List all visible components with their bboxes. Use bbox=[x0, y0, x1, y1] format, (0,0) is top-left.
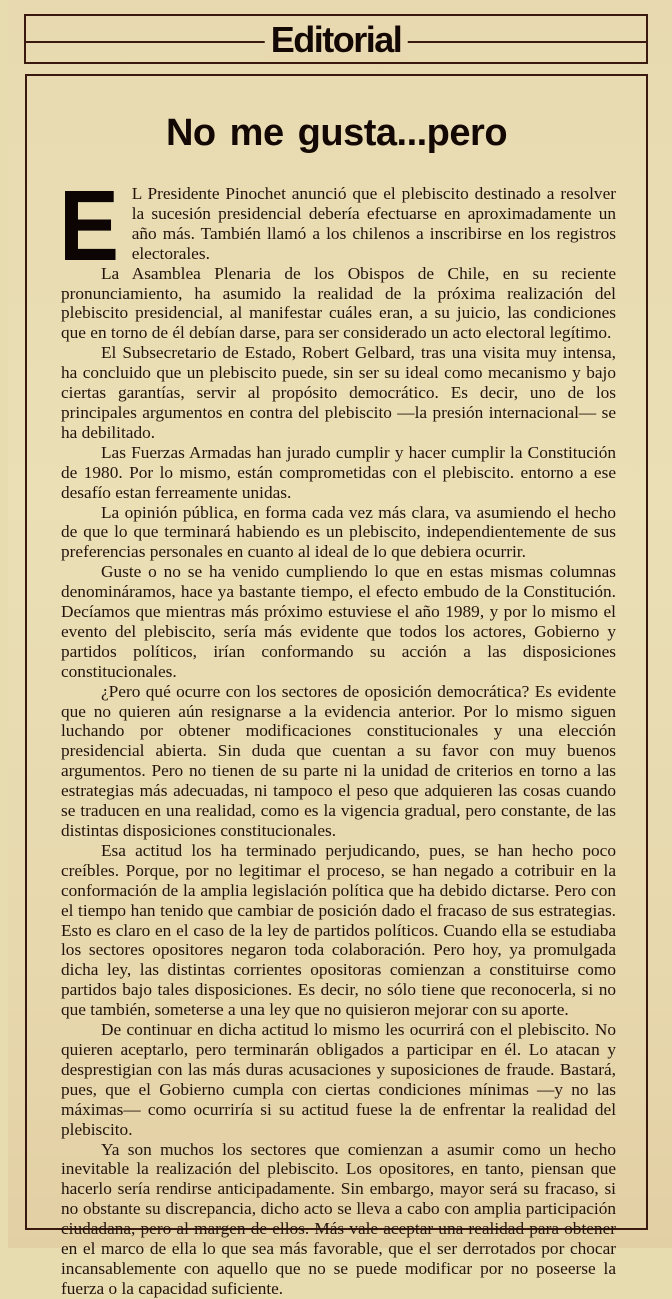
paragraph: Las Fuerzas Armadas han jurado cumplir y hacer cumplir la Constitución de 1980. Por lo mismo, están comprometidas con el plebiscito. entorno a ese desafío estan ferreamente unidas. bbox=[61, 442, 616, 502]
section-header bbox=[24, 14, 648, 64]
paragraph: El Subsecretario de Estado, Robert Gelbard, tras una visita muy intensa, ha concluido que un plebiscito puede, sin ser su ideal como mecanismo y bajo ciertas garantías, servir al propósito democrático. Es decir, uno de los principales argumentos en contra del plebiscito —la presión internacional— se ha debilitado. bbox=[61, 343, 616, 442]
article-body bbox=[59, 170, 616, 1299]
article-frame bbox=[25, 74, 648, 1298]
drop-cap: E bbox=[59, 170, 120, 282]
paragraph: Esa actitud los ha terminado perjudicando, pues, se han hecho poco creíbles. Porque, por no legitimar el proceso, se han negado a cotribuir en la conformación de la amplia legislación política que ha debido dictarse. Pero con el tiempo han tenido que cambiar de posición dado el fracaso de sus estrategias. Esto es claro en el caso de la ley de partidos políticos. Cuando ella se estudiaba los sectores opositores negaron toda colaboración. Pero hoy, ya promulgada dicha ley, las distintas corrientes opositoras comienzan a constituirse como partidos bajo tales disposiciones. Es decir, no sólo tiene que reconocerla, si no que también, someterse a una ley que no quisieron mejorar con su aporte. bbox=[61, 840, 616, 1020]
paragraph: Ya son muchos los sectores que comienzan a asumir como un hecho inevitable la realización del plebiscito. Los opositores, en tanto, piensan que hacerlo sería rendirse anticipadamente. Sin embargo, mayor será su fracaso, si no obstante su discrepancia, dicho acto se lleva a cabo con amplia participación ciudadana, pero al margen de ellos. Más vale aceptar una realidad para obtener en el marco de ella lo que sea más favorable, que el ser derrotados por chocar incansablemente con aquello que no se puede modificar por no poseerse la fuerza o la capacidad suficiente. bbox=[61, 1139, 616, 1298]
paragraph: ¿Pero qué ocurre con los sectores de oposición democrática? Es evidente que no quieren aún resignarse a la evidencia anterior. Por lo mismo siguen luchando por obtener modificaciones constitucionales y una elección presidencial abierta. Sin duda que cuentan a su favor con muy buenos argumentos. Pero no tienen de su parte ni la unidad de criterios en torno a las estrategias más adecuadas, ni tampoco el peso que adquieren las cosas cuando se traducen en una realidad, como es la vigencia gradual, pero constante, de las distintas disposiciones constitucionales. bbox=[61, 681, 616, 840]
article-headline: No me gusta...pero bbox=[165, 112, 508, 154]
newspaper-page bbox=[8, 0, 672, 1298]
lead-text: L Presidente Pinochet anunció que el plebiscito destinado a resolver la sucesión presidencial debería efectuarse en aproximadamente un año más. También llamó a los chilenos a inscribirse en los registros electorales. bbox=[131, 184, 616, 263]
paragraph: De continuar en dicha actitud lo mismo les ocurrirá con el plebiscito. No quieren aceptarlo, pero terminarán obligados a participar en él. Lo atacan y desprestigian con las más duras acusaciones y suposiciones de fraude. Bastará, pues, que el Gobierno cumpla con ciertas condiciones mínimas —y no las máximas— como ocurriría si su actitud fuese la de enfrentar la realidad del plebiscito. bbox=[61, 1020, 616, 1139]
section-title: Editorial bbox=[265, 20, 408, 60]
lead-paragraph bbox=[59, 170, 616, 282]
paragraph: La Asamblea Plenaria de los Obispos de Chile, en su reciente pronunciamiento, ha asumido la realidad de la próxima realización del plebiscito presidencial, al manifestar cuáles eran, a su juicio, las condiciones que en torno de él debían darse, para ser considerado un acto electoral legítimo. bbox=[61, 263, 616, 343]
paragraph: La opinión pública, en forma cada vez más clara, va asumiendo el hecho de que lo que terminará habiendo es un plebiscito, independientemente de sus preferencias personales en cuanto al ideal de lo que debiera ocurrir. bbox=[61, 502, 616, 562]
paragraph: Guste o no se ha venido cumpliendo lo que en estas mismas columnas denomináramos, hace ya bastante tiempo, el efecto embudo de la Constitución. Decíamos que mientras más próximo estuviese el año 1989, y por lo mismo el evento del plebiscito, sería más evidente que todos los actores, Gobierno y partidos políticos, irían conformando su acción a las disposiciones constitucionales. bbox=[61, 562, 616, 681]
